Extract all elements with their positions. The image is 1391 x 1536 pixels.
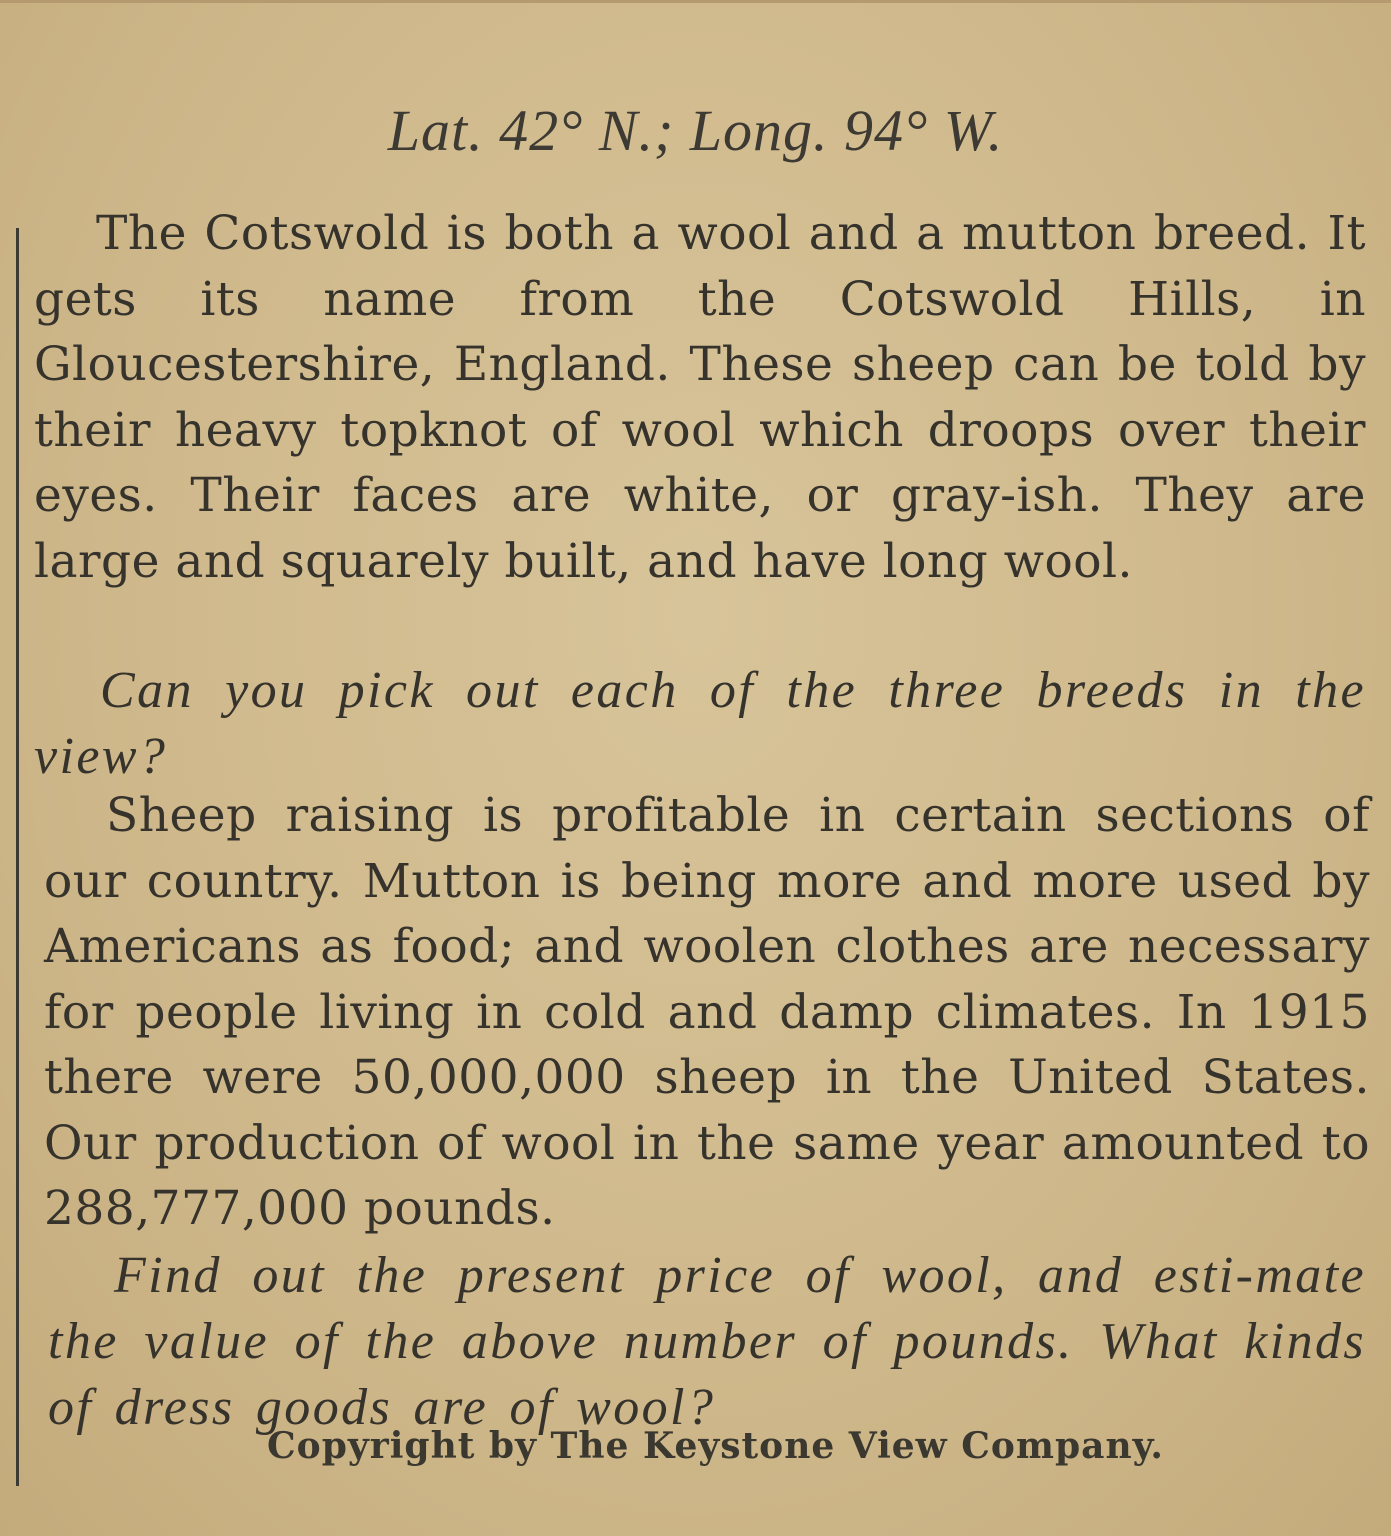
question-breeds bbox=[34, 658, 1366, 790]
paragraph-cotswold-text: The Cotswold is both a wool and a mutton breed. It gets its name from the Cotswold Hills, in Gloucestershire, England. These sheep can be told by their heavy topknot of wool which droops over their eyes. Their faces are white, or gray-ish. They are large and squarely built, and have long wool. bbox=[34, 206, 1366, 589]
left-margin-rule bbox=[16, 228, 19, 1486]
question-wool-price-text: Find out the present price of wool, and esti-mate the value of the above number of pounds. What kinds of dress goods are of wool? bbox=[48, 1247, 1366, 1436]
coordinates-heading: Lat. 42° N.; Long. 94° W. bbox=[387, 98, 1004, 163]
copyright-line: Copyright by The Keystone View Company. bbox=[267, 1425, 1164, 1467]
paragraph-cotswold bbox=[34, 201, 1366, 594]
question-breeds-text: Can you pick out each of the three breeds in the view? bbox=[34, 662, 1366, 785]
paragraph-sheep-raising bbox=[44, 783, 1370, 1242]
paragraph-sheep-raising-text: Sheep raising is profitable in certain sections of our country. Mutton is being more and more used by Americans as food; and woolen clothes are necessary for people living in cold and damp climates. In 1915 there were 50,000,000 sheep in the United States. Our production of wool in the same year amounted to 288,777,000 pounds. bbox=[44, 788, 1370, 1236]
question-wool-price bbox=[48, 1243, 1366, 1441]
